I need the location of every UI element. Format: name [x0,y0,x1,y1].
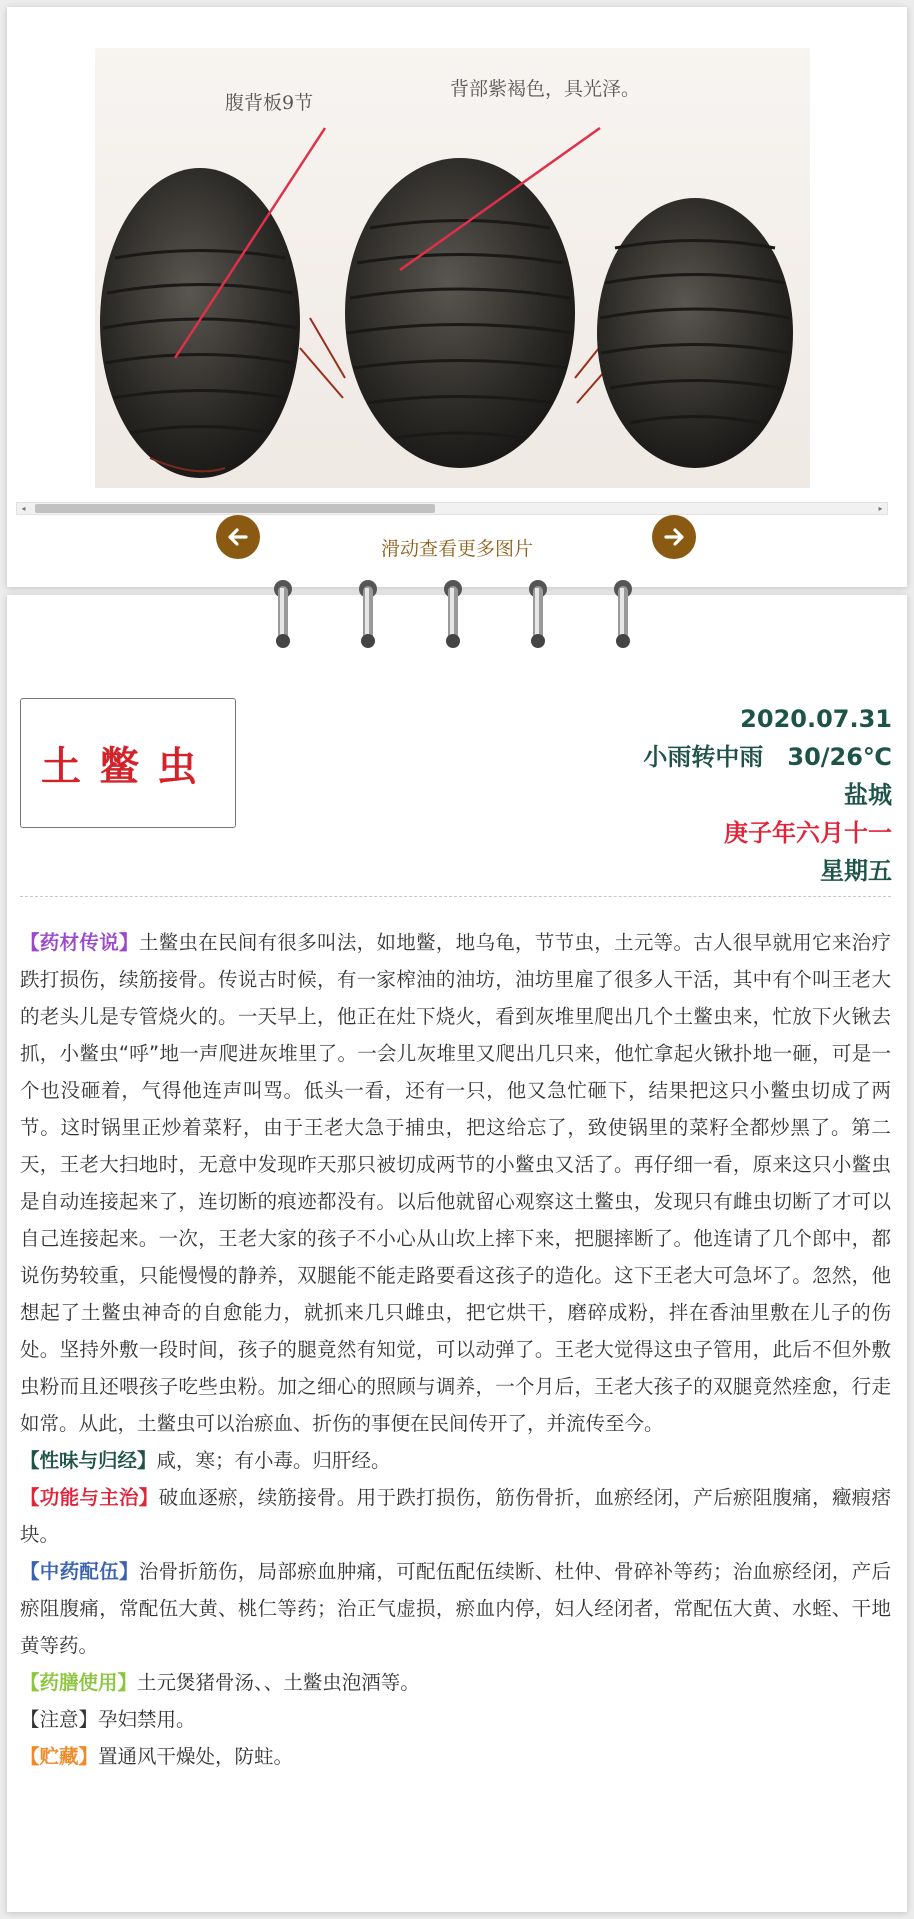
divider [20,896,891,897]
section-combination [20,1553,891,1664]
section-text: 破血逐瘀，续筋接骨。用于跌打损伤，筋伤骨折，血瘀经闭，产后瘀阻腹痛，癥瘕痞块。 [20,1486,891,1546]
binder-ring-icon [442,578,464,650]
section-text: 孕妇禁用。 [98,1708,196,1731]
scroll-right-arrow-icon[interactable]: ▸ [878,504,883,513]
section-legend [20,924,891,1442]
lunar-date: 庚子年六月十一 [724,819,892,847]
seal-title: 土鳖虫 [41,742,215,790]
bug-illustration [95,48,810,488]
section-storage [20,1738,891,1775]
binder-ring-icon [272,578,294,650]
gallery-scrollbar[interactable] [16,502,888,515]
section-tag: 【注意】 [20,1708,99,1731]
bug-middle [300,158,625,468]
swipe-hint: 滑动查看更多图片 [380,538,533,560]
bug-right [597,198,793,468]
section-text: 土元煲猪骨汤、、土鳖虫泡酒等。 [137,1671,420,1694]
gallery-photo[interactable] [95,48,810,488]
binder-ring-icon [612,578,634,650]
arrow-right-icon [662,525,686,549]
section-text: 土鳖虫在民间有很多叫法，如地鳖，地乌龟，节节虫，土元等。古人很早就用它来治疗跌打损伤，续筋接骨。传说古时候，有一家榨油的油坊，油坊里雇了很多人干活，其中有个叫王老大的老头儿是专管烧火的。一天早上，他正在灶下烧火，看到灰堆里爬出几个土鳖虫来，忙放下火锹去抓，小鳖虫“呼”地一声爬进灰堆里了。一会儿灰堆里又爬出几只来，他忙拿起火锹扑地一砸，可是一个也没砸着，气得他连声叫骂。低头一看，还有一只，他又急忙砸下，结果把这只小鳖虫切成了两节。这时锅里正炒着菜籽，由于王老大急于捕虫，把这给忘了，致使锅里的菜籽全都炒黑了。第二天，王老大扫地时，无意中发现昨天那只被切成两节的小鳖虫又活了。再仔细一看，原来这只小鳖虫是自动连接起来了，连切断的痕迹都没有。以后他就留心观察这土鳖虫，发现只有雌虫切断了才可以自己连接起来。一次，王老大家的孩子不小心从山坎上摔下来，把腿摔断了。他连请了几个郎中，都说伤势较重，只能慢慢的静养，双腿能不能走路要看这孩子的造化。这下王老大可急坏了。忽然，他想起了土鳖虫神奇的自愈能力，就抓来几只雌虫，把它烘干，磨碎成粉，拌在香油里敷在儿子的伤处。坚持外敷一段时间，孩子的腿竟然有知觉，可以动弹了。王老大觉得这虫子管用，此后不但外敷虫粉而且还喂孩子吃些虫粉。加之细心的照顾与调养，一个月后，王老大孩子的双腿竟然痊愈，行走如常。从此，土鳖虫可以治瘀血、折伤的事便在民间传开了，并流传至今。 [20,931,891,1435]
section-caution [20,1701,891,1738]
section-text: 置通风干燥处，防蛀。 [98,1745,294,1768]
section-tag: 【药膳使用】 [20,1671,138,1694]
weather: 小雨转中雨 30/26℃ [643,743,892,771]
next-image-button[interactable] [652,515,696,559]
weekday: 星期五 [820,857,892,885]
section-diet [20,1664,891,1701]
scroll-thumb[interactable] [35,504,435,513]
city: 盐城 [844,781,892,809]
section-function [20,1479,891,1553]
article-content [20,924,891,1775]
binder-ring-icon [527,578,549,650]
annotation-right: 背部紫褐色，具光泽。 [450,78,641,100]
section-tag: 【中药配伍】 [20,1560,139,1583]
section-tag: 【贮藏】 [20,1745,99,1768]
annotation-left: 腹背板9节 [225,92,314,114]
section-tag: 【药材传说】 [20,931,139,954]
section-text: 咸，寒；有小毒。归肝经。 [156,1449,391,1472]
section-tag: 【性味与归经】 [20,1449,157,1472]
section-nature [20,1442,891,1479]
section-tag: 【功能与主治】 [20,1486,159,1509]
binder-ring-icon [357,578,379,650]
scroll-left-arrow-icon[interactable]: ◂ [21,504,26,513]
date: 2020.07.31 [740,705,892,733]
date-info [643,700,892,890]
seal-title-box [20,698,236,828]
section-text: 治骨折筋伤，局部瘀血肿痛，可配伍配伍续断、杜仲、骨碎补等药；治血瘀经闭，产后瘀阻腹痛，常配伍大黄、桃仁等药；治正气虚损，瘀血内停，妇人经闭者，常配伍大黄、水蛭、干地黄等药。 [20,1560,891,1657]
